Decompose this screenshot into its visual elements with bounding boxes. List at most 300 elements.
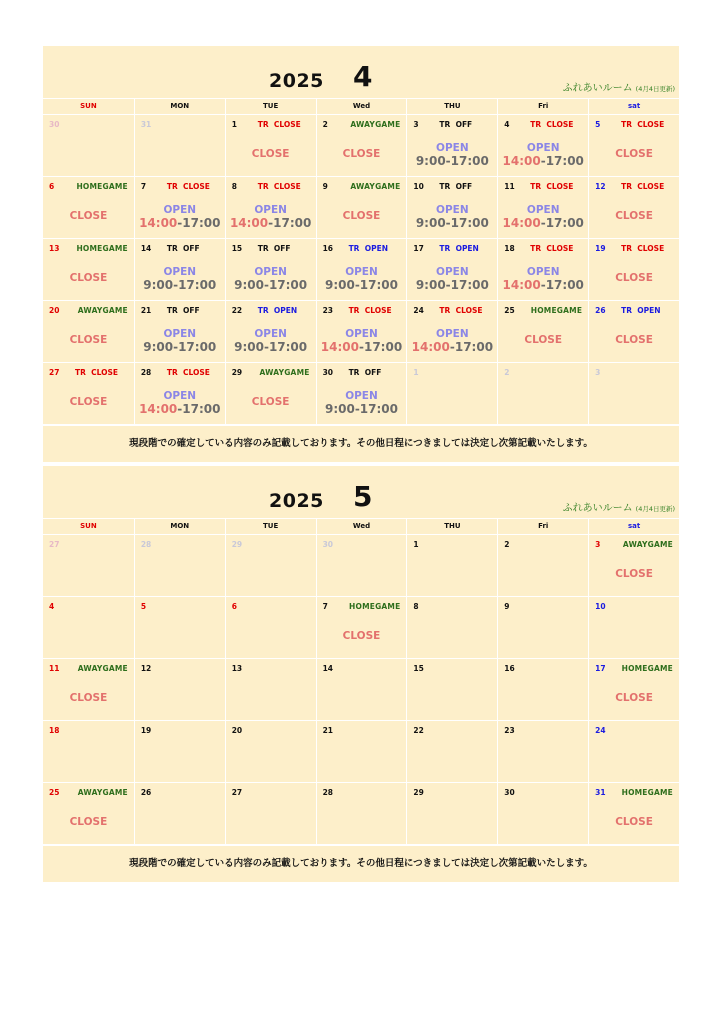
day-number: 27 xyxy=(231,788,243,797)
room-status-open: OPEN xyxy=(163,204,197,216)
day-cell xyxy=(497,115,588,177)
training-status xyxy=(167,182,210,191)
training-label: TR xyxy=(530,120,542,129)
game-label: HOMEGAME xyxy=(530,306,583,315)
training-state: CLOSE xyxy=(455,306,483,315)
day-cell xyxy=(316,301,407,363)
day-number: 22 xyxy=(413,726,424,735)
day-number: 3 xyxy=(595,540,601,549)
year-label: 2025 xyxy=(269,490,324,512)
day-number: 2 xyxy=(504,540,510,549)
day-cell xyxy=(588,363,679,425)
day-number: 26 xyxy=(140,788,152,797)
weekday-sun: SUN xyxy=(80,102,97,110)
training-state: CLOSE xyxy=(546,244,574,253)
day-number: 25 xyxy=(504,306,515,315)
game-label: AWAYGAME xyxy=(77,664,128,673)
day-cell xyxy=(225,783,316,845)
training-label: TR xyxy=(257,306,269,315)
day-number: 1 xyxy=(231,120,237,129)
day-number: 28 xyxy=(140,540,152,549)
training-state: OPEN xyxy=(455,244,479,253)
training-status xyxy=(439,244,478,253)
day-number: 13 xyxy=(49,244,60,253)
year-label: 2025 xyxy=(269,70,324,92)
room-label xyxy=(563,499,675,514)
training-state: CLOSE xyxy=(273,182,301,191)
day-cell xyxy=(406,535,497,597)
day-number: 11 xyxy=(49,664,60,673)
calendar-april xyxy=(43,46,679,462)
room-label xyxy=(563,79,675,94)
training-status xyxy=(621,244,664,253)
room-status-close: CLOSE xyxy=(251,148,290,160)
weekday-header xyxy=(43,98,679,115)
footer-note: 現段階での確定している内容のみ記載しております。その他日程につきましては決定し次第記載いたします。 xyxy=(43,845,679,882)
day-number: 23 xyxy=(504,726,515,735)
day-cell xyxy=(406,597,497,659)
room-status-close: CLOSE xyxy=(615,692,653,704)
day-number: 30 xyxy=(322,368,333,377)
day-number: 26 xyxy=(595,306,606,315)
day-number: 18 xyxy=(49,726,60,735)
weekday-tue: TUE xyxy=(225,519,316,534)
day-cell xyxy=(406,783,497,845)
training-label: TR xyxy=(621,120,633,129)
training-state: OPEN xyxy=(637,306,661,315)
training-state: OFF xyxy=(182,306,200,315)
training-label: TR xyxy=(530,244,542,253)
training-state: CLOSE xyxy=(637,244,665,253)
day-number: 15 xyxy=(231,244,243,253)
room-status-close: CLOSE xyxy=(69,692,108,704)
training-label: TR xyxy=(348,244,360,253)
room-status-open: OPEN xyxy=(436,204,469,216)
training-label: TR xyxy=(439,306,451,315)
day-cell xyxy=(497,783,588,845)
day-cell xyxy=(316,597,407,659)
training-status xyxy=(439,306,482,315)
day-number: 6 xyxy=(49,182,55,191)
day-number: 27 xyxy=(49,368,60,377)
room-status-open: OPEN xyxy=(163,266,197,278)
training-state: CLOSE xyxy=(637,182,665,191)
day-number: 8 xyxy=(231,182,237,191)
open-hours: 14:00-17:00 xyxy=(139,402,221,416)
day-cell xyxy=(43,177,134,239)
room-status-open: OPEN xyxy=(436,266,469,278)
game-label: AWAYGAME xyxy=(77,306,128,315)
day-cell xyxy=(497,301,588,363)
open-hours: 14:00-17:00 xyxy=(502,216,584,230)
room-status-open: OPEN xyxy=(254,204,287,216)
day-number: 20 xyxy=(49,306,60,315)
day-cell xyxy=(316,363,407,425)
day-cell xyxy=(316,721,407,783)
day-cell xyxy=(134,239,225,301)
room-status-open: OPEN xyxy=(526,266,560,278)
day-number: 22 xyxy=(231,306,243,315)
day-number: 23 xyxy=(322,306,333,315)
game-label: AWAYGAME xyxy=(622,540,673,549)
room-status-open: OPEN xyxy=(163,390,197,402)
weekday-header xyxy=(43,518,679,535)
day-cell xyxy=(497,597,588,659)
day-number: 4 xyxy=(504,120,510,129)
day-number: 6 xyxy=(231,602,237,611)
day-cell xyxy=(43,363,134,425)
month-label: 4 xyxy=(353,60,373,93)
day-number: 28 xyxy=(140,368,152,377)
room-status-close: CLOSE xyxy=(251,396,290,408)
training-status xyxy=(349,306,392,315)
day-number: 25 xyxy=(49,788,60,797)
room-status-open: OPEN xyxy=(345,266,378,278)
day-cell xyxy=(316,659,407,721)
day-number: 29 xyxy=(231,540,243,549)
day-number: 1 xyxy=(413,368,419,377)
room-status-open: OPEN xyxy=(436,142,469,154)
day-number: 30 xyxy=(504,788,515,797)
training-label: TR xyxy=(621,244,633,253)
day-number: 29 xyxy=(413,788,424,797)
training-status xyxy=(349,368,382,377)
day-cell xyxy=(497,363,588,425)
day-number: 5 xyxy=(140,602,147,611)
day-number: 12 xyxy=(595,182,606,191)
room-status-open: OPEN xyxy=(526,142,560,154)
weekday-tue: TUE xyxy=(225,99,316,114)
training-status xyxy=(167,368,210,377)
day-number: 15 xyxy=(413,664,424,673)
training-label: TR xyxy=(439,182,451,191)
training-status xyxy=(167,244,200,253)
weekday-sat: sat xyxy=(588,519,679,534)
training-state: OPEN xyxy=(273,306,298,315)
room-status-open: OPEN xyxy=(254,266,287,278)
training-state: OFF xyxy=(182,244,200,253)
day-cell xyxy=(497,721,588,783)
training-status xyxy=(258,244,291,253)
day-cell xyxy=(43,239,134,301)
training-state: OFF xyxy=(364,368,382,377)
open-hours: 14:00-17:00 xyxy=(139,216,221,230)
day-cell xyxy=(225,597,316,659)
day-number: 3 xyxy=(413,120,419,129)
day-cell xyxy=(134,115,225,177)
training-label: TR xyxy=(621,182,633,191)
room-status-close: CLOSE xyxy=(615,272,653,284)
game-label: HOMEGAME xyxy=(349,602,401,611)
weekday-thu: THU xyxy=(406,99,497,114)
day-cell xyxy=(588,535,679,597)
day-cell xyxy=(316,783,407,845)
day-cell xyxy=(406,363,497,425)
day-cell xyxy=(225,363,316,425)
room-status-close: CLOSE xyxy=(69,816,108,828)
weekday-fri: Fri xyxy=(497,99,588,114)
updated-note: (4月4日更新) xyxy=(635,85,675,93)
training-label: TR xyxy=(621,306,633,315)
day-cell xyxy=(588,659,679,721)
game-label: HOMEGAME xyxy=(621,788,673,797)
training-status xyxy=(530,120,573,129)
day-cell xyxy=(43,721,134,783)
day-number: 16 xyxy=(322,244,333,253)
training-state: OFF xyxy=(455,182,473,191)
day-cell xyxy=(134,177,225,239)
open-hours: 9:00-17:00 xyxy=(143,278,217,292)
day-cell xyxy=(43,783,134,845)
training-label: TR xyxy=(166,182,178,191)
day-number: 21 xyxy=(322,726,333,735)
room-status-close: CLOSE xyxy=(342,630,381,642)
day-cell xyxy=(43,597,134,659)
training-status xyxy=(75,368,118,377)
day-number: 18 xyxy=(504,244,515,253)
weekday-sun: SUN xyxy=(80,522,97,530)
day-number: 8 xyxy=(413,602,419,611)
day-cell xyxy=(225,659,316,721)
open-hours: 9:00-17:00 xyxy=(324,402,398,416)
day-number: 3 xyxy=(595,368,601,377)
day-cell xyxy=(225,301,316,363)
open-hours: 14:00-17:00 xyxy=(502,154,584,168)
calendar-header xyxy=(43,46,679,98)
day-cell xyxy=(406,659,497,721)
weekday-mon: MON xyxy=(134,99,225,114)
training-label: TR xyxy=(257,244,269,253)
open-hours: 14:00-17:00 xyxy=(502,278,584,292)
training-state: CLOSE xyxy=(273,120,301,129)
day-number: 14 xyxy=(140,244,152,253)
training-label: TR xyxy=(530,182,542,191)
weekday-wed: Wed xyxy=(316,519,407,534)
game-label: HOMEGAME xyxy=(76,244,128,253)
day-number: 17 xyxy=(595,664,606,673)
day-grid xyxy=(43,115,679,425)
day-cell xyxy=(406,177,497,239)
room-status-close: CLOSE xyxy=(69,334,108,346)
day-cell xyxy=(225,115,316,177)
day-number: 29 xyxy=(231,368,243,377)
day-number: 2 xyxy=(322,120,328,129)
day-cell xyxy=(588,115,679,177)
training-status xyxy=(621,120,664,129)
room-status-open: OPEN xyxy=(526,204,560,216)
month-label: 5 xyxy=(353,480,373,513)
day-number: 17 xyxy=(413,244,424,253)
day-cell xyxy=(134,363,225,425)
day-number: 13 xyxy=(231,664,243,673)
training-status xyxy=(621,306,660,315)
training-state: CLOSE xyxy=(637,120,665,129)
training-status xyxy=(258,120,301,129)
room-status-close: CLOSE xyxy=(615,148,653,160)
training-label: TR xyxy=(439,120,451,129)
day-cell xyxy=(225,239,316,301)
open-hours: 14:00-17:00 xyxy=(320,340,403,354)
day-cell xyxy=(497,177,588,239)
day-number: 5 xyxy=(595,120,601,129)
day-number: 19 xyxy=(595,244,606,253)
game-label: AWAYGAME xyxy=(350,182,401,191)
game-label: AWAYGAME xyxy=(259,368,310,377)
calendar-may xyxy=(43,466,679,882)
open-hours: 14:00-17:00 xyxy=(411,340,494,354)
room-name: ふれあいルーム xyxy=(562,83,633,94)
day-number: 21 xyxy=(140,306,152,315)
training-status xyxy=(439,182,472,191)
day-number: 9 xyxy=(504,602,510,611)
day-grid xyxy=(43,535,679,845)
day-cell xyxy=(225,535,316,597)
day-number: 30 xyxy=(322,540,333,549)
day-number: 24 xyxy=(413,306,424,315)
training-label: TR xyxy=(166,306,178,315)
day-number: 7 xyxy=(140,182,147,191)
weekday-mon: MON xyxy=(134,519,225,534)
day-cell xyxy=(588,301,679,363)
day-cell xyxy=(134,659,225,721)
room-status-open: OPEN xyxy=(345,328,378,340)
day-cell xyxy=(406,239,497,301)
day-number: 10 xyxy=(595,602,606,611)
training-label: TR xyxy=(439,244,451,253)
day-number: 2 xyxy=(504,368,510,377)
day-cell xyxy=(588,239,679,301)
training-state: CLOSE xyxy=(546,182,574,191)
room-name: ふれあいルーム xyxy=(562,503,633,514)
training-status xyxy=(530,244,573,253)
day-cell xyxy=(588,721,679,783)
room-status-open: OPEN xyxy=(254,328,287,340)
training-state: CLOSE xyxy=(182,182,210,191)
day-number: 19 xyxy=(140,726,152,735)
day-cell xyxy=(316,239,407,301)
day-cell xyxy=(406,721,497,783)
room-status-close: CLOSE xyxy=(524,334,563,346)
day-cell xyxy=(588,177,679,239)
training-state: OPEN xyxy=(364,244,388,253)
training-state: OFF xyxy=(455,120,473,129)
open-hours: 14:00-17:00 xyxy=(229,216,312,230)
day-cell xyxy=(134,301,225,363)
training-status xyxy=(258,182,301,191)
training-status xyxy=(621,182,664,191)
open-hours: 9:00-17:00 xyxy=(415,216,489,230)
open-hours: 9:00-17:00 xyxy=(415,154,489,168)
day-number: 24 xyxy=(595,726,606,735)
room-status-open: OPEN xyxy=(436,328,469,340)
open-hours: 9:00-17:00 xyxy=(234,340,308,354)
room-status-open: OPEN xyxy=(345,390,378,402)
training-label: TR xyxy=(166,244,178,253)
game-label: AWAYGAME xyxy=(350,120,401,129)
room-status-open: OPEN xyxy=(163,328,197,340)
room-status-close: CLOSE xyxy=(342,148,381,160)
day-number: 4 xyxy=(49,602,55,611)
day-number: 31 xyxy=(140,120,152,129)
training-label: TR xyxy=(348,306,360,315)
day-number: 20 xyxy=(231,726,243,735)
day-cell xyxy=(134,721,225,783)
open-hours: 9:00-17:00 xyxy=(415,278,489,292)
game-label: HOMEGAME xyxy=(621,664,673,673)
room-status-close: CLOSE xyxy=(69,272,108,284)
day-cell xyxy=(134,597,225,659)
day-cell xyxy=(43,301,134,363)
training-status xyxy=(258,306,297,315)
day-number: 27 xyxy=(49,540,60,549)
game-label: HOMEGAME xyxy=(76,182,128,191)
day-cell xyxy=(43,659,134,721)
training-status xyxy=(439,120,472,129)
open-hours: 9:00-17:00 xyxy=(324,278,398,292)
day-cell xyxy=(316,535,407,597)
day-number: 1 xyxy=(413,540,419,549)
room-status-close: CLOSE xyxy=(615,334,653,346)
day-number: 16 xyxy=(504,664,515,673)
training-label: TR xyxy=(257,182,269,191)
day-cell xyxy=(316,115,407,177)
day-number: 14 xyxy=(322,664,333,673)
training-state: CLOSE xyxy=(91,368,119,377)
calendar-header xyxy=(43,466,679,518)
room-status-close: CLOSE xyxy=(69,396,108,408)
training-state: CLOSE xyxy=(546,120,574,129)
day-number: 12 xyxy=(140,664,152,673)
day-cell xyxy=(43,115,134,177)
weekday-wed: Wed xyxy=(316,99,407,114)
day-cell xyxy=(43,535,134,597)
day-number: 10 xyxy=(413,182,424,191)
game-label: AWAYGAME xyxy=(77,788,128,797)
training-state: CLOSE xyxy=(182,368,210,377)
day-number: 11 xyxy=(504,182,515,191)
training-status xyxy=(167,306,200,315)
open-hours: 9:00-17:00 xyxy=(143,340,217,354)
updated-note: (4月4日更新) xyxy=(635,505,675,513)
training-state: CLOSE xyxy=(364,306,392,315)
day-number: 7 xyxy=(322,602,328,611)
room-status-close: CLOSE xyxy=(342,210,381,222)
day-cell xyxy=(134,783,225,845)
day-cell xyxy=(588,783,679,845)
day-cell xyxy=(497,239,588,301)
room-status-close: CLOSE xyxy=(615,568,653,580)
day-number: 31 xyxy=(595,788,606,797)
day-cell xyxy=(134,535,225,597)
day-cell xyxy=(316,177,407,239)
weekday-thu: THU xyxy=(406,519,497,534)
day-cell xyxy=(406,115,497,177)
room-status-close: CLOSE xyxy=(615,210,653,222)
day-number: 9 xyxy=(322,182,328,191)
training-state: OFF xyxy=(273,244,291,253)
training-status xyxy=(349,244,388,253)
training-status xyxy=(530,182,573,191)
training-label: TR xyxy=(257,120,269,129)
weekday-sat: sat xyxy=(588,99,679,114)
footer-note: 現段階での確定している内容のみ記載しております。その他日程につきましては決定し次第記載いたします。 xyxy=(43,425,679,462)
room-status-close: CLOSE xyxy=(69,210,108,222)
training-label: TR xyxy=(75,368,86,377)
room-status-close: CLOSE xyxy=(615,816,653,828)
day-cell xyxy=(497,659,588,721)
day-cell xyxy=(406,301,497,363)
open-hours: 9:00-17:00 xyxy=(234,278,308,292)
